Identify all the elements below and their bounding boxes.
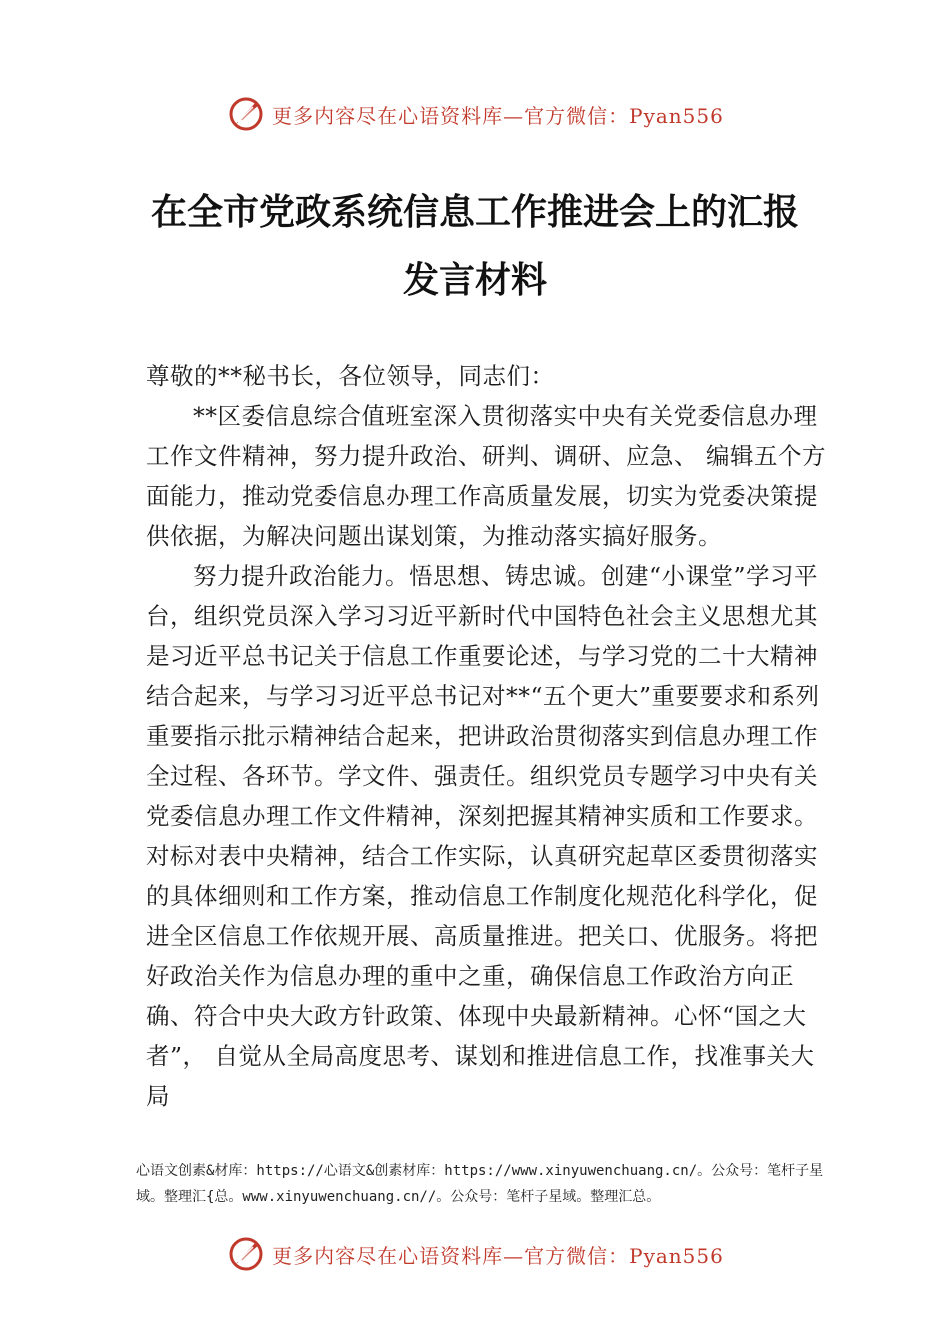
bottom-banner xyxy=(0,1232,950,1276)
body-paragraph-1: **区委信息综合值班室深入贯彻落实中央有关党委信息办理工作文件精神，努力提升政治、研判、调研、应急、 编辑五个方面能力，推动党委信息办理工作高质量发展，切实为党委决策提供依据，为解决问题出谋划策，为推动落实搞好服务。 xyxy=(146,402,826,550)
banner-text: 更多内容尽在心语资料库—官方微信：Pyan556 xyxy=(272,1243,724,1268)
feather-pen-logo-icon xyxy=(226,94,266,134)
body-paragraph-2: 努力提升政治能力。悟思想、铸忠诚。创建“小课堂”学习平台，组织党员深入学习习近平新时代中国特色社会主义思想尤其是习近平总书记关于信息工作重要论述，与学习党的二十大精神结合起来，与学习习近平总书记对**“五个更大”重要要求和系列重要指示批示精神结合起来，把讲政治贯彻落实到信息办理工作全过程、各环节。学文件、强责任。组织党员专题学习中央有关党委信息办理工作文件精神，深刻把握其精神实质和工作要求。对标对表中央精神，结合工作实际，认真研究起草区委贯彻落实的具体细则和工作方案，推动信息工作制度化规范化科学化，促进全区信息工作依规开展、高质量推进。把关口、优服务。将把好政治关作为信息办理的重中之重，确保信息工作政治方向正确、符合中央大政方针政策、体现中央最新精神。心怀“国之大者”， 自觉从全局高度思考、谋划和推进信息工作，找准事关大局 xyxy=(146,562,820,1110)
top-banner xyxy=(0,92,950,136)
salutation: 尊敬的**秘书长，各位领导，同志们： xyxy=(146,362,555,390)
banner-text: 更多内容尽在心语资料库—官方微信：Pyan556 xyxy=(272,103,724,128)
document-title-line-1: 在全市党政系统信息工作推进会上的汇报 xyxy=(150,191,799,233)
document-title-line-2: 发言材料 xyxy=(402,259,547,301)
footer-note: 心语文创素&材库：https://心语文&创素材库：https://www.xinyuwenchuang.cn/。公众号：笔杆子星域。整理汇{总。www.xinyuwenchuang.cn//。公众号：笔杆子星域。整理汇总。 xyxy=(136,1163,824,1205)
document-title xyxy=(0,178,950,314)
feather-pen-logo-icon xyxy=(226,1234,266,1274)
document-body xyxy=(146,356,826,1116)
